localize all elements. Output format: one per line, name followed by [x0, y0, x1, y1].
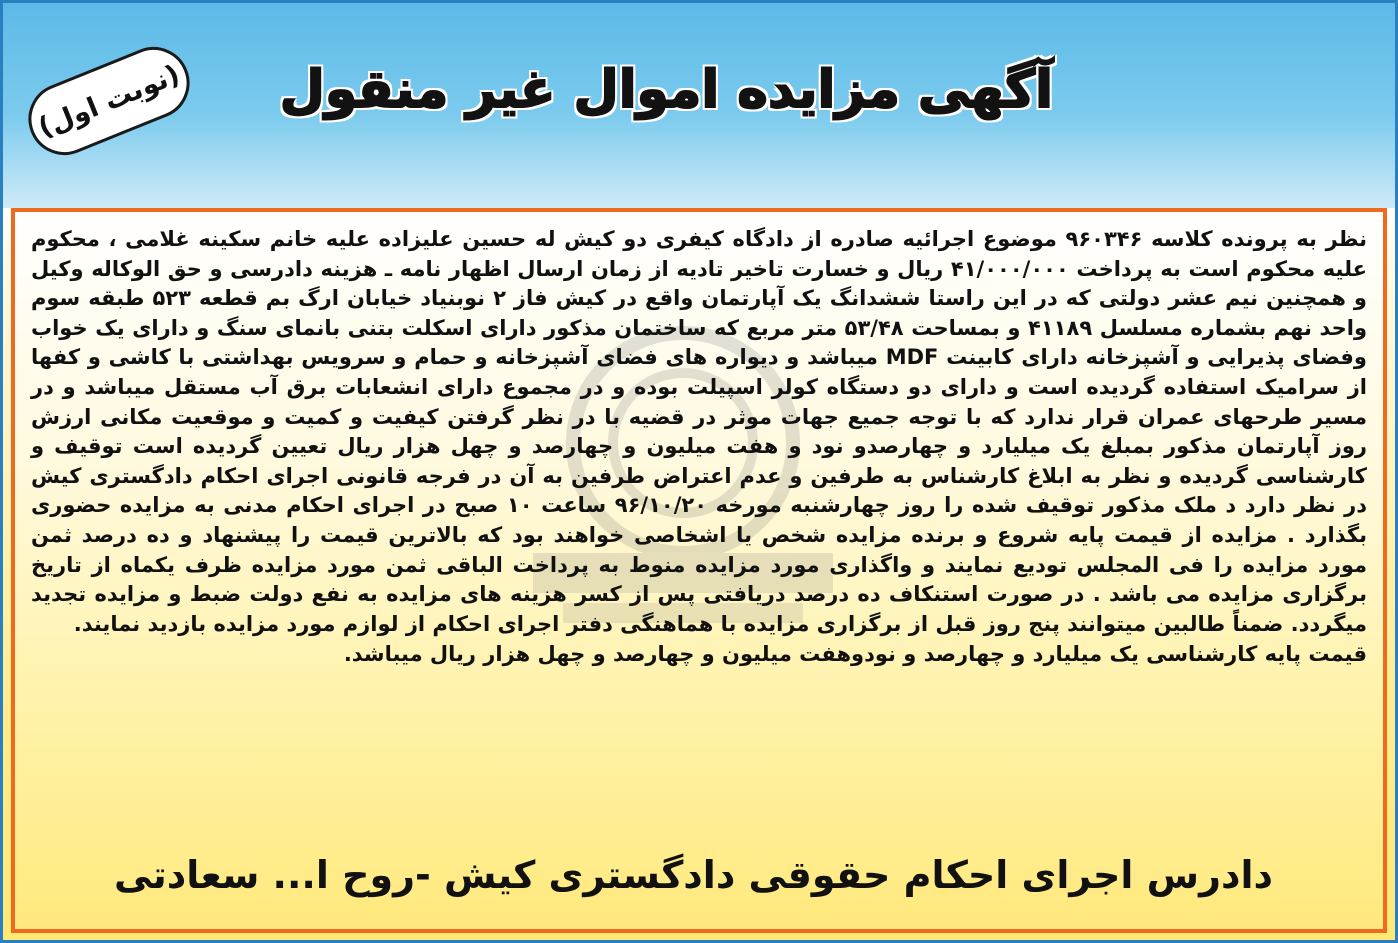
base-price-line: قیمت پایه کارشناسی یک میلیارد و چهارصد و نودوهفت میلیون و چهارصد و چهل هزار ریال میباشد. [343, 642, 1367, 667]
body-paragraph: نظر به پرونده کلاسه ۹۶۰۳۴۶ موضوع اجرائیه صادره از دادگاه کیفری دو کیش له حسین علیزاده علیه خانم سکینه غلامی ، محکوم علیه محکوم است به پرداخت ۴۱/۰۰۰/۰۰۰ ریال و خسارت تاخیر تادیه از زمان ارسال اظهار نامه ـ هزینه دادرسی و حق الوکاله وکیل و همچنین نیم عشر دولتی که در این راستا ششدانگ یک آپارتمان واقع در کیش فاز ۲ نوبنیاد خیابان ارگ بم قطعه ۵۲۳ طبقه سوم واحد نهم بشماره مسلسل ۴۱۱۸۹ و بمساحت ۵۳/۴۸ متر مربع که ساختمان مذکور دارای اسکلت بتنی بانمای سنگ و دارای یک خواب وفضای پذیرایی و آشپزخانه دارای کابینت MDF میباشد و دیواره های فضای آشپزخانه و حمام و سرویس بهداشتی با کاشی و کفها از سرامیک استفاده گردیده است و دارای دو دستگاه کولر اسپیلت بوده و در مجموع دارای انشعابات برق آب مستقل میباشد و در مسیر طرحهای عمران قرار ندارد که با توجه جمیع جهات موثر در قضیه با در نظر گرفتن کیفیت و کمیت و موقعیت مکانی ارزش روز آپارتمان مذکور بمبلغ یک میلیارد و چهارصدو نود و هفت میلیون و چهارصد و چهل هزار ریال تعیین گردیده است توقیف و کارشناسی گردیده و نظر به ابلاغ کارشناس به طرفین و عدم اعتراض طرفین به آن در فرجه قانونی اجرای احکام دادگستری کیش در نظر دارد د ملک مذکور توقیف شده را روز چهارشنبه مورخه ۹۶/۱۰/۲۰ ساعت ۱۰ صبح در اجرای احکام مدنی به مزایده حضوری بگذارد . مزایده از قیمت پایه شروع و برنده مزایده شخص یا اشخاصی خواهند بود که بالاترین قیمت را پیشنهاد و ده درصد ثمن مورد مزایده را فی المجلس تودیع نمایند و واگذاری مورد مزایده منوط به پرداخت الباقی ثمن مورد مزایده ظرف یکماه از تاریخ برگزاری مزایده می باشد . در صورت استنکاف ده درصد دریافتی پس از کسر هزینه های مزایده به نفع دولت ضبط و مزایده تجدید میگردد. ضمناً طالبین میتوانند پنج روز قبل از برگزاری مزایده با هماهنگی دفتر اجرای احکام از لوازم مورد مزایده بازدید نمایند. [31, 227, 1367, 636]
notice-body [31, 225, 1367, 670]
round-badge-label: (نوبت اول) [33, 58, 185, 144]
signature-line: دادرس اجرای احکام حقوقی دادگستری کیش -روح ا... سعادتی [114, 853, 1273, 897]
notice-title: آگهی مزایده اموال غیر منقول [279, 60, 1053, 120]
